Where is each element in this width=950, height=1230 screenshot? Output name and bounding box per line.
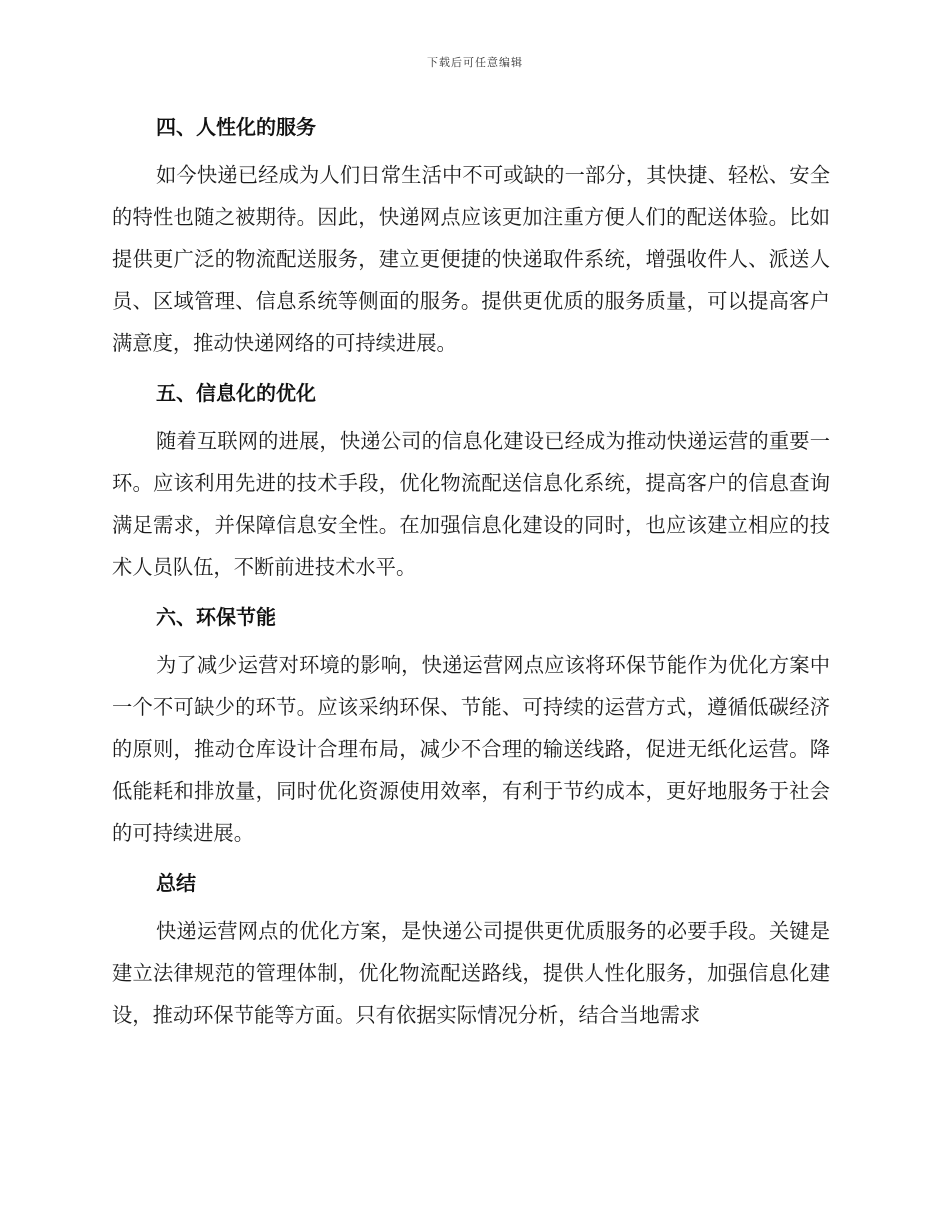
section-paragraph: 快递运营网点的优化方案，是快递公司提供更优质服务的必要手段。关键是建立法律规范的管理体制，优化物流配送路线，提供人性化服务，加强信息化建设，推动环保节能等方面。只有依据实际情况分析，结合当地需求 — [112, 919, 830, 1027]
section-heading: 六、环保节能 — [156, 605, 276, 629]
section-heading: 总结 — [156, 871, 196, 895]
page-header-note: 下载后可任意编辑 — [427, 56, 523, 69]
section-humanized-service — [112, 110, 830, 364]
section-summary — [112, 866, 830, 1036]
section-environmental-energy-saving — [112, 600, 830, 854]
section-paragraph: 随着互联网的进展，快递公司的信息化建设已经成为推动快递运营的重要一环。应该利用先进的技术手段，优化物流配送信息化系统，提高客户的信息查询满足需求，并保障信息安全性。在加强信息化建设的同时，也应该建立相应的技术人员队伍，不断前进技术水平。 — [112, 429, 830, 579]
section-heading: 四、人性化的服务 — [156, 115, 316, 139]
section-paragraph: 如今快递已经成为人们日常生活中不可或缺的一部分，其快捷、轻松、安全的特性也随之被期待。因此，快递网点应该更加注重方便人们的配送体验。比如提供更广泛的物流配送服务，建立更便捷的快递取件系统，增强收件人、派送人员、区域管理、信息系统等侧面的服务。提供更优质的服务质量，可以提高客户满意度，推动快递网络的可持续进展。 — [112, 163, 830, 355]
section-paragraph: 为了减少运营对环境的影响，快递运营网点应该将环保节能作为优化方案中一个不可缺少的环节。应该采纳环保、节能、可持续的运营方式，遵循低碳经济的原则，推动仓库设计合理布局，减少不合理的输送线路，促进无纸化运营。降低能耗和排放量，同时优化资源使用效率，有利于节约成本，更好地服务于社会的可持续进展。 — [112, 653, 830, 845]
document-body — [112, 110, 830, 1048]
section-informatization — [112, 376, 830, 588]
section-heading: 五、信息化的优化 — [156, 381, 316, 405]
